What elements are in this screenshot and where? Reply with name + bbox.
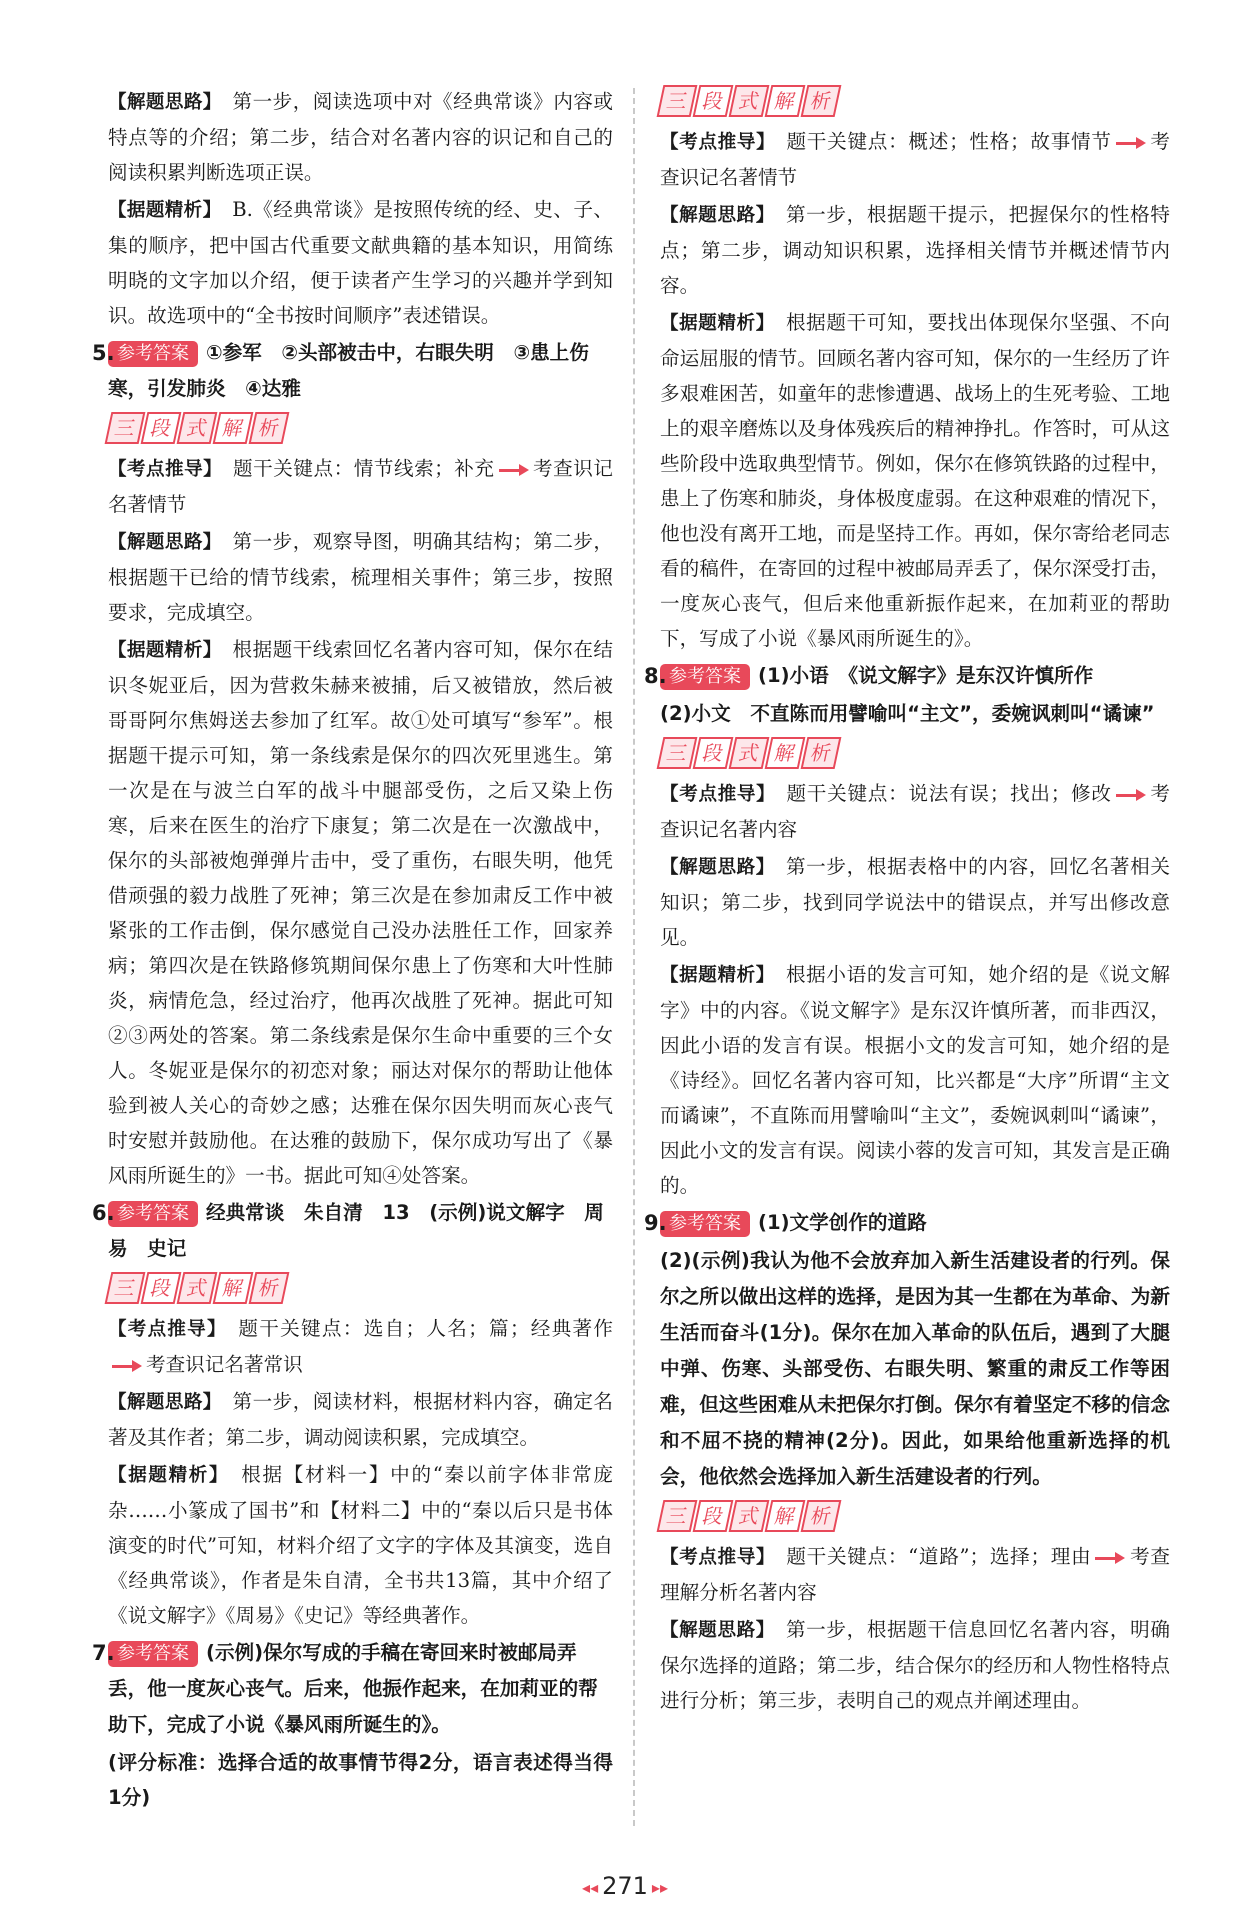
q5-answer-text: ①参军 ②头部被击中，右眼失明 ③患上伤寒，引发肺炎 ④达雅	[108, 341, 589, 400]
label-juti: 【据题精析】	[660, 313, 766, 334]
q5-jieti-text: 第一步，观察导图，明确其结构；第二步，根据题干已给的情节线索，梳理相关事件；第三步，按照要求，完成填空。	[108, 530, 614, 624]
q7-answer-text: (示例)保尔写成的手稿在寄回来时被邮局弄丢，他一度灰心丧气。后来，他振作起来，在加莉亚的帮助下，完成了小说《暴风雨所诞生的》。	[108, 1641, 598, 1736]
arrow-icon	[1095, 1551, 1125, 1565]
q5-kaodian-b: 考查识记名著情节	[108, 457, 613, 516]
q9-jieti	[660, 1612, 1170, 1718]
q6-juti	[108, 1457, 613, 1633]
q9-answer-2: (2)(示例)我认为他不会放弃加入新生活建设者的行列。保尔之所以做出这样的选择，是因为其一生都在为革命、为新生活而奋斗(1分)。保尔在加入革命的队伍后，遇到了大腿中弹、伤寒、头部受伤、右眼失明、繁重的肃反工作等困难，但这些困难从未把保尔打倒。保尔有着坚定不移的信念和不屈不挠的精神(2分)。因此，如果给他重新选择的机会，他依然会选择加入新生活建设者的行列。	[660, 1249, 1170, 1488]
q8-answer	[644, 658, 1170, 694]
label-kaodian: 【考点推导】	[660, 1547, 767, 1568]
label-kaodian: 【考点推导】	[108, 1319, 218, 1340]
sanduan-banner	[660, 84, 1170, 118]
q9-kaodian-b: 考查理解分析名著内容	[660, 1545, 1170, 1604]
sanduan-char: 三	[657, 1500, 698, 1532]
label-juti: 【据题精析】	[108, 640, 213, 661]
sanduan-char: 三	[105, 1272, 146, 1304]
label-kaodian: 【考点推导】	[660, 784, 767, 805]
sanduan-char: 式	[729, 85, 770, 117]
q7-juti-text: 根据题干可知，要找出体现保尔坚强、不向命运屈服的情节。回顾名著内容可知，保尔的一生经历了许多艰难困苦，如童年的悲惨遭遇、战场上的生死考验、工地上的艰辛磨炼以及身体残疾后的精神挣扎。作答时，可从这些阶段中选取典型情节。例如，保尔在修筑铁路的过程中，患上了伤寒和肺炎，身体极度虚弱。在这种艰难的情况下，他也没有离开工地，而是坚持工作。再如，保尔寄给老同志看的稿件，在寄回的过程中被邮局弄丢了，保尔深受打击，一度灰心丧气，但后来他重新振作起来，在加莉亚的帮助下，写成了小说《暴风雨所诞生的》。	[660, 311, 1170, 650]
label-jieti: 【解题思路】	[660, 205, 766, 226]
q9-number: 9.	[644, 1211, 667, 1235]
q7-score: (评分标准：选择合适的故事情节得2分，语言表述得当得1分)	[108, 1751, 613, 1809]
sanduan-char: 段	[693, 737, 734, 769]
q7-jieti	[660, 197, 1170, 303]
ref-answer-tag: 参考答案	[108, 1641, 198, 1667]
q4-jieti	[108, 84, 613, 190]
label-juti: 【据题精析】	[108, 1465, 220, 1486]
sanduan-char: 三	[657, 737, 698, 769]
q7-answer	[92, 1635, 613, 1743]
q8-answer-2: (2)小文 不直陈而用譬喻叫“主文”，委婉讽刺叫“谲谏”	[660, 702, 1155, 725]
q7-kaodian-b: 考查识记名著情节	[660, 130, 1170, 189]
sanduan-char: 式	[177, 412, 218, 444]
sanduan-char: 式	[177, 1272, 218, 1304]
q9-answer-1: (1)文学创作的道路	[758, 1211, 927, 1234]
q8-kaodian-b: 考查识记名著内容	[660, 782, 1170, 841]
ref-answer-tag: 参考答案	[108, 341, 198, 367]
q6-juti-text: 根据【材料一】中的“秦以前字体非常庞杂……小篆成了国书”和【材料二】中的“秦以后只是书体演变的时代”可知，材料介绍了文字的字体及其演变，选自《经典常谈》，作者是朱自清，全书共13篇，其中介绍了《说文解字》《周易》《史记》等经典著作。	[108, 1463, 613, 1627]
q5-kaodian-a: 题干关键点：情节线索；补充	[233, 457, 495, 480]
q9-answer	[644, 1205, 1170, 1241]
q5-juti-text: 根据题干线索回忆名著内容可知，保尔在结识冬妮亚后，因为营救朱赫来被捕，后又被错放，然后被哥哥阿尔焦姆送去参加了红军。故①处可填写“参军”。根据题干提示可知，第一条线索是保尔的四次死里逃生。第一次是在与波兰白军的战斗中腿部受伤，之后又染上伤寒，后来在医生的治疗下康复；第二次是在一次激战中，保尔的头部被炮弹弹片击中，受了重伤，右眼失明，他凭借顽强的毅力战胜了死神；第三次是在参加肃反工作中被紧张的工作击倒，保尔感觉自己没办法胜任工作，回家养病；第四次是在铁路修筑期间保尔患上了伤寒和大叶性肺炎，病情危急，经过治疗，他再次战胜了死神。据此可知②③两处的答案。第二条线索是保尔生命中重要的三个女人。冬妮亚是保尔的初恋对象；丽达对保尔的帮助让他体验到被人关心的奇妙之感；达雅在保尔因失明而灰心丧气时安慰并鼓励他。在达雅的鼓励下，保尔成功写出了《暴风雨所诞生的》一书。据此可知④处答案。	[108, 638, 614, 1187]
q8-kaodian	[660, 776, 1170, 847]
right-column	[644, 84, 1170, 1720]
q6-kaodian-a: 题干关键点：选自；人名；篇；经典著作	[238, 1317, 614, 1340]
q8-number: 8.	[644, 664, 667, 688]
sanduan-banner	[108, 411, 613, 445]
sanduan-char: 析	[801, 1500, 842, 1532]
q4-juti	[108, 192, 613, 333]
sanduan-banner	[660, 736, 1170, 770]
q7-juti	[660, 305, 1170, 656]
q8-kaodian-a: 题干关键点：说法有误；找出；修改	[786, 782, 1112, 805]
label-juti: 【据题精析】	[108, 200, 213, 221]
q8-answer-1: (1)小语 《说文解字》是东汉许慎所作	[758, 664, 1094, 687]
q6-jieti-text: 第一步，阅读材料，根据材料内容，确定名著及其作者；第二步，调动阅读积累，完成填空。	[108, 1390, 614, 1449]
ref-answer-tag: 参考答案	[108, 1201, 198, 1227]
ref-answer-tag: 参考答案	[660, 664, 750, 690]
q6-answer	[92, 1195, 613, 1267]
q8-juti	[660, 957, 1170, 1203]
arrow-icon	[112, 1359, 142, 1373]
chevron-right-icon: ▸▸	[651, 1877, 668, 1897]
q4-jieti-text: 第一步，阅读选项中对《经典常谈》内容或特点等的介绍；第二步，结合对名著内容的识记和自己的阅读积累判断选项正误。	[108, 90, 614, 184]
q9-jieti-text: 第一步，根据题干信息回忆名著内容，明确保尔选择的道路；第二步，结合保尔的经历和人物性格特点进行分析；第三步，表明自己的观点并阐述理由。	[660, 1618, 1170, 1712]
sanduan-char: 析	[801, 737, 842, 769]
label-jieti: 【解题思路】	[660, 1620, 766, 1641]
arrow-icon	[499, 463, 529, 477]
page-number: 271	[602, 1872, 648, 1900]
q6-number: 6.	[92, 1201, 115, 1225]
q5-kaodian	[108, 451, 613, 522]
q6-jieti	[108, 1384, 613, 1455]
q7-number: 7.	[92, 1641, 115, 1665]
chevron-left-icon: ◂◂	[582, 1877, 599, 1897]
sanduan-char: 三	[105, 412, 146, 444]
sanduan-char: 解	[213, 1272, 254, 1304]
q8-jieti	[660, 849, 1170, 955]
q6-kaodian	[108, 1311, 613, 1382]
q5-jieti	[108, 524, 613, 630]
sanduan-char: 段	[693, 85, 734, 117]
label-jieti: 【解题思路】	[108, 1392, 213, 1413]
arrow-icon	[1116, 136, 1146, 150]
sanduan-char: 解	[765, 85, 806, 117]
label-juti: 【据题精析】	[660, 965, 766, 986]
q6-kaodian-b: 考查识记名著常识	[146, 1353, 303, 1376]
q5-number: 5.	[92, 341, 115, 365]
sanduan-char: 段	[141, 1272, 182, 1304]
sanduan-char: 解	[213, 412, 254, 444]
q7-kaodian-a: 题干关键点：概述；性格；故事情节	[786, 130, 1112, 153]
ref-answer-tag: 参考答案	[660, 1211, 750, 1237]
sanduan-char: 析	[801, 85, 842, 117]
label-jieti: 【解题思路】	[108, 532, 213, 553]
sanduan-char: 段	[693, 1500, 734, 1532]
column-divider	[633, 88, 635, 1826]
sanduan-char: 式	[729, 1500, 770, 1532]
sanduan-char: 析	[249, 412, 290, 444]
sanduan-char: 三	[657, 85, 698, 117]
q7-jieti-text: 第一步，根据题干提示，把握保尔的性格特点；第二步，调动知识积累，选择相关情节并概述情节内容。	[660, 203, 1170, 297]
arrow-icon	[1116, 788, 1146, 802]
q4-juti-text: B.《经典常谈》是按照传统的经、史、子、集的顺序，把中国古代重要文献典籍的基本知识，用简练明晓的文字加以介绍，便于读者产生学习的兴趣并学到知识。故选项中的“全书按时间顺序”表述错误。	[108, 198, 613, 327]
q8-jieti-text: 第一步，根据表格中的内容，回忆名著相关知识；第二步，找到同学说法中的错误点，并写出修改意见。	[660, 855, 1170, 949]
q9-kaodian	[660, 1539, 1170, 1610]
sanduan-char: 式	[729, 737, 770, 769]
sanduan-banner	[660, 1499, 1170, 1533]
sanduan-banner	[108, 1271, 613, 1305]
sanduan-char: 析	[249, 1272, 290, 1304]
q7-kaodian	[660, 124, 1170, 195]
q5-juti	[108, 632, 613, 1193]
left-column	[92, 84, 614, 1817]
q8-juti-text: 根据小语的发言可知，她介绍的是《说文解字》中的内容。《说文解字》是东汉许慎所著，而非西汉，因此小语的发言有误。根据小文的发言可知，她介绍的是《诗经》。回忆名著内容可知，比兴都是“大序”所谓“主文而谲谏”，不直陈而用譬喻叫“主文”，委婉讽刺叫“谲谏”，因此小文的发言有误。阅读小蓉的发言可知，其发言是正确的。	[660, 963, 1170, 1197]
label-kaodian: 【考点推导】	[660, 132, 767, 153]
label-jieti: 【解题思路】	[108, 92, 213, 113]
label-jieti: 【解题思路】	[660, 857, 766, 878]
q6-answer-text: 经典常谈 朱自清 13 (示例)说文解字 周易 史记	[108, 1201, 604, 1260]
sanduan-char: 解	[765, 737, 806, 769]
q9-kaodian-a: 题干关键点：“道路”；选择；理由	[786, 1545, 1092, 1568]
sanduan-char: 段	[141, 412, 182, 444]
label-kaodian: 【考点推导】	[108, 459, 213, 480]
sanduan-char: 解	[765, 1500, 806, 1532]
q5-answer	[92, 335, 613, 407]
page-footer	[0, 1872, 1250, 1900]
